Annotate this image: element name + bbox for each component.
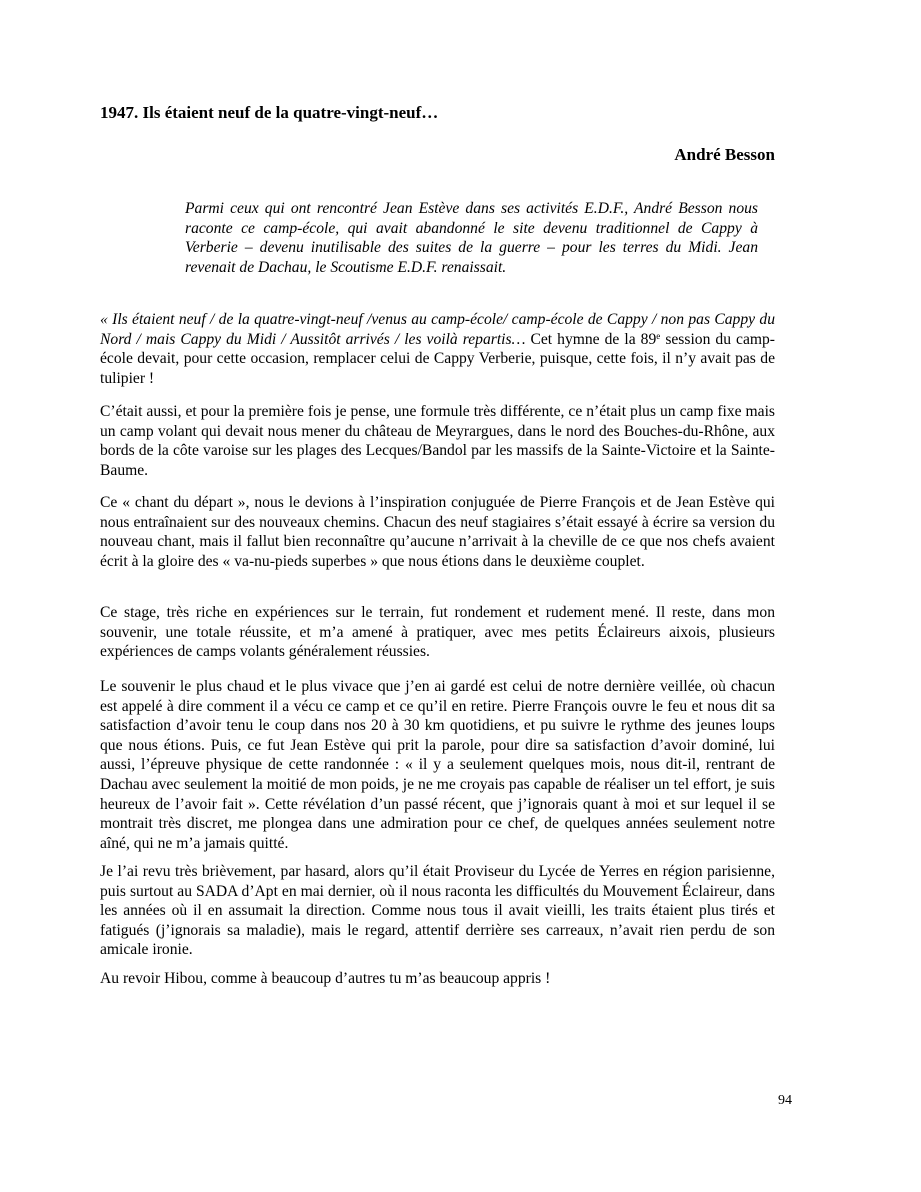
- body-paragraph-7: Au revoir Hibou, comme à beaucoup d’autres tu m’as beaucoup appris !: [100, 970, 551, 987]
- paragraph-text: session du camp-école devait, pour cette occasion, remplacer celui de Cappy Verberie, puisque, cette fois, il n’y avait pas de tulipier !: [100, 330, 775, 387]
- song-lyrics: « Ils étaient neuf / de la quatre-vingt-neuf /venus au camp-école/ camp-école de Cappy / non pas Cappy du Nord / mais Cappy du Midi / Aussitôt arrivés / les voilà repartis…: [100, 311, 775, 348]
- body-paragraph-4: Ce stage, très riche en expériences sur le terrain, fut rondement et rudement mené. Il reste, dans mon souvenir, une totale réussite, et m’a amené à pratiquer, avec mes petits Éclaireurs aixois, plusieurs expériences de camps volants généralement réussies.: [100, 604, 775, 661]
- body-paragraph-6: Je l’ai revu très brièvement, par hasard, alors qu’il était Proviseur du Lycée de Yerres en région parisienne, puis surtout au SADA d’Apt en mai dernier, où il nous raconta les difficultés du Mouvement Éclaireur, dans les années où il en assumait la direction. Comme nous tous il avait vieilli, les traits étaient plus tirés et fatigués (j’ignorais sa maladie), mais le regard, attentif derrière ses carreaux, n’avait rien perdu de son amicale ironie.: [100, 863, 775, 959]
- body-paragraph-1: [100, 310, 775, 388]
- paragraph-text: Cet hymne de la 89: [530, 330, 657, 348]
- superscript-ordinal: e: [656, 330, 661, 341]
- author-name: André Besson: [674, 145, 775, 164]
- body-paragraph-5: Le souvenir le plus chaud et le plus vivace que j’en ai gardé est celui de notre dernière veillée, où chacun est appelé à dire comment il a vécu ce camp et ce qu’il en retire. Pierre François ouvre le feu et nous dit sa satisfaction d’avoir tenu le coup dans nos 20 à 30 km quotidiens, et pu suivre le rythme des jeunes loups que nous étions. Puis, ce fut Jean Estève qui prit la parole, pour dire sa satisfaction d’avoir dominé, lui aussi, l’épreuve physique de cette randonnée : « il y a seulement quelques mois, nous dit-il, rentrant de Dachau avec seulement la moitié de mon poids, je ne me croyais pas capable de réaliser un tel effort, je suis heureux de l’avoir fait ». Cette révélation d’un passé récent, que j’ignorais quant à moi et sur lequel il se montrait très discret, me plongea dans une admiration pour ce chef, de quelques années seulement notre aîné, qui ne m’a jamais quitté.: [100, 678, 775, 852]
- intro-paragraph: Parmi ceux qui ont rencontré Jean Estève dans ses activités E.D.F., André Besson nous raconte ce camp-école, qui avait abandonné le site devenu traditionnel de Cappy à Verberie – devenu inutilisable des suites de la guerre – pour les terres du Midi. Jean revenait de Dachau, le Scoutisme E.D.F. renaissait.: [185, 200, 758, 276]
- body-paragraph-3: Ce « chant du départ », nous le devions à l’inspiration conjuguée de Pierre François et de Jean Estève qui nous entraînaient sur des nouveaux chemins. Chacun des neuf stagiaires s’était essayé à écrire sa version du nouveau chant, mais il fallut bien reconnaître qu’aucune n’arrivait à la cheville de ce que nos chefs avaient écrit à la gloire des « va-nu-pieds superbes » que nous étions dans le deuxième couplet.: [100, 494, 775, 570]
- body-paragraph-2: C’était aussi, et pour la première fois je pense, une formule très différente, ce n’était plus un camp fixe mais un camp volant qui devait nous mener du château de Meyrargues, dans le nord des Bouches-du-Rhône, aux bords de la côte varoise sur les plages des Lecques/Bandol par les massifs de la Sainte-Victoire et la Sainte-Baume.: [100, 403, 775, 479]
- page-number: 94: [778, 1093, 792, 1108]
- article-title: 1947. Ils étaient neuf de la quatre-vingt-neuf…: [100, 103, 439, 122]
